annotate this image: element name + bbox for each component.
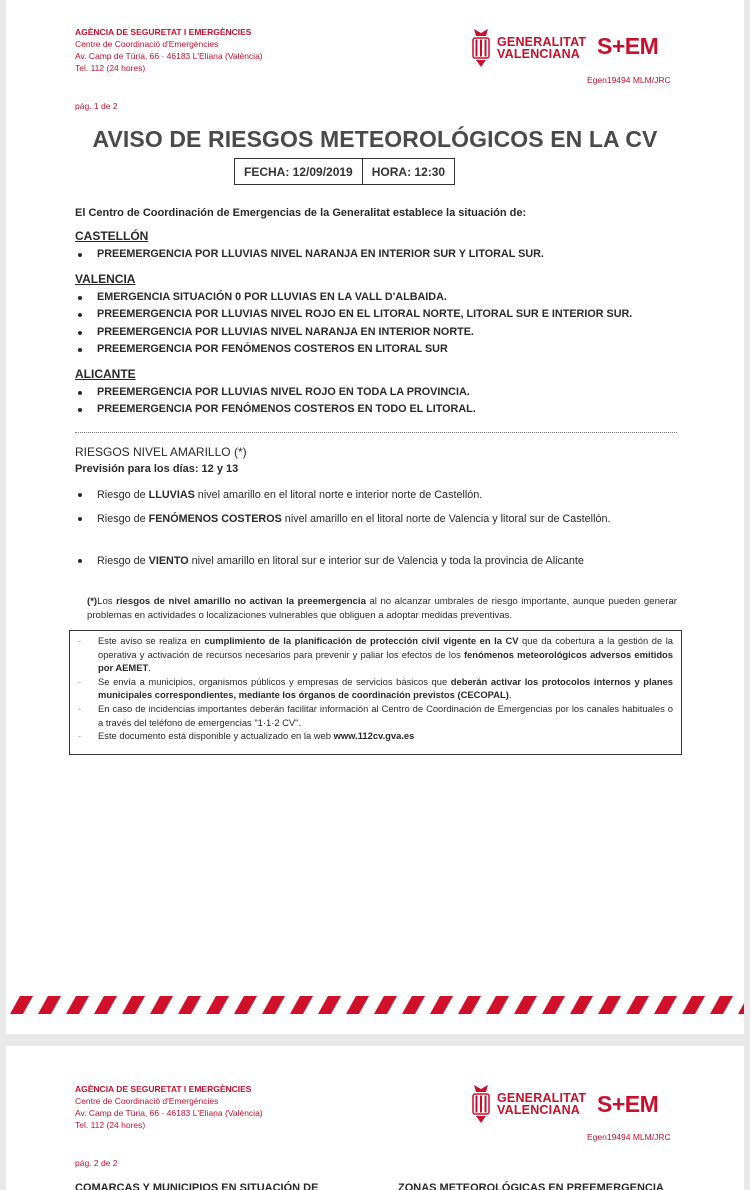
list-item: PREEMERGENCIA POR FENÓMENOS COSTEROS EN TODO EL LITORAL. [75, 401, 476, 418]
risk-item: Riesgo de VIENTO nivel amarillo en litoral sur e interior sur de Valencia y toda la provincia de Alicante [75, 553, 677, 569]
agency-header [75, 26, 263, 74]
gv-line2: VALENCIANA [497, 47, 581, 61]
yellow-risk-title: RIESGOS NIVEL AMARILLO (*) [75, 445, 247, 459]
generalitat-logo [470, 1083, 586, 1125]
document-reference: Egen19494 MLM/JRC [587, 75, 671, 85]
risk-item: Riesgo de FENÓMENOS COSTEROS nivel amarillo en el litoral norte de Valencia y litoral sur de Castellón. [75, 511, 677, 527]
info-item: - Se envía a municipios, organismos públicos y empresas de servicios básicos que deberán activar los protocolos internos y planes municipales correspondientes, mediante los órganos de coordinación previstos (CECOPAL). [98, 675, 673, 702]
section-heading-left: COMARCAS Y MUNICIPIOS EN SITUACIÓN DE [75, 1182, 319, 1190]
list-item: PREEMERGENCIA POR LLUVIAS NIVEL NARANJA EN INTERIOR NORTE. [75, 324, 632, 341]
forecast-days: Previsión para los días: 12 y 13 [75, 463, 239, 475]
agency-phone: Tel. 112 (24 hores) [75, 63, 146, 73]
document-page-2 [6, 1046, 744, 1190]
info-box [69, 630, 682, 755]
page-number: pág. 1 de 2 [75, 101, 118, 111]
document-page-1 [6, 0, 744, 1034]
gv-line1: GENERALITAT [497, 1091, 587, 1105]
agency-address: Av. Camp de Túria, 66 · 46183 L'Eliana (València) [75, 1108, 263, 1118]
alicante-list [75, 384, 476, 419]
coat-of-arms-icon [470, 27, 492, 69]
agency-name: AGÈNCIA DE SEGURETAT I EMERGÈNCIES [75, 1084, 252, 1094]
yellow-level-note: (*)Los riesgos de nivel amarillo no activan la preemergencia al no alcanzar umbrales de riesgo importante, aunque pueden generar problemas en actividades o localizaciones vulnerables que obliguen a adoptar medidas preventivas. [87, 596, 677, 621]
province-valencia: VALENCIA [75, 272, 136, 286]
agency-centre: Centre de Coordinació d'Emergències [75, 1096, 219, 1106]
date-field: FECHA: 12/09/2019 [244, 164, 353, 179]
agency-name: AGÈNCIA DE SEGURETAT I EMERGÈNCIES [75, 27, 252, 37]
province-castellon: CASTELLÓN [75, 229, 149, 243]
castellon-list [75, 246, 544, 263]
list-item: EMERGENCIA SITUACIÓN 0 POR LLUVIAS EN LA VALL D'ALBAIDA. [75, 289, 632, 306]
page-number: pág. 2 de 2 [75, 1158, 118, 1168]
page-title: AVISO DE RIESGOS METEOROLÓGICOS EN LA CV [92, 126, 658, 152]
list-item: PREEMERGENCIA POR LLUVIAS NIVEL NARANJA EN INTERIOR SUR Y LITORAL SUR. [75, 246, 544, 263]
risk-item: Riesgo de LLUVIAS nivel amarillo en el litoral norte e interior norte de Castellón. [75, 487, 677, 503]
info-item: - Este aviso se realiza en cumplimiento de la planificación de protección civil vigente en la CV que da cobertura a la gestión de la operativa y activación de recursos necesarios para prevenir y paliar los efectos de los fenómenos meteorológicos adversos emitidos por AEMET. [98, 634, 673, 675]
website-link[interactable]: www.112cv.gva.es [333, 730, 415, 742]
time-field: HORA: 12:30 [371, 164, 446, 179]
province-alicante: ALICANTE [75, 367, 136, 381]
gv-line1: GENERALITAT [497, 35, 587, 49]
gv-line2: VALENCIANA [497, 1103, 581, 1117]
document-reference: Egen19494 MLM/JRC [587, 1132, 671, 1142]
page-tear-stripe [6, 996, 744, 1014]
valencia-list [75, 289, 632, 359]
dotted-divider [75, 432, 677, 433]
generalitat-logo [470, 27, 586, 69]
agency-centre: Centre de Coordinació d'Emergències [75, 39, 219, 49]
info-item: - Este documento está disponible y actualizado en la web www.112cv.gva.es [98, 729, 673, 743]
date-time-box [234, 158, 455, 185]
sem-logo: S+EM [597, 1091, 659, 1117]
section-heading-right: ZONAS METEOROLÓGICAS EN PREEMERGENCIA [398, 1182, 664, 1190]
list-item: PREEMERGENCIA POR FENÓMENOS COSTEROS EN LITORAL SUR [75, 341, 632, 358]
info-item: - En caso de incidencias importantes deberán facilitar información al Centro de Coordinación de Emergencias por los canales habituales o a través del teléfono de emergencias "1·1·2 CV". [98, 702, 673, 729]
agency-phone: Tel. 112 (24 hores) [75, 1120, 146, 1130]
list-item: PREEMERGENCIA POR LLUVIAS NIVEL ROJO EN EL LITORAL NORTE, LITORAL SUR E INTERIOR SUR. [75, 306, 632, 323]
agency-address: Av. Camp de Túria, 66 · 46183 L'Eliana (València) [75, 51, 263, 61]
agency-header [75, 1083, 263, 1131]
intro-text: El Centro de Coordinación de Emergencias de la Generalitat establece la situación de: [75, 207, 527, 219]
coat-of-arms-icon [470, 1083, 492, 1125]
list-item: PREEMERGENCIA POR LLUVIAS NIVEL ROJO EN TODA LA PROVINCIA. [75, 384, 476, 401]
sem-logo: S+EM [597, 33, 659, 59]
